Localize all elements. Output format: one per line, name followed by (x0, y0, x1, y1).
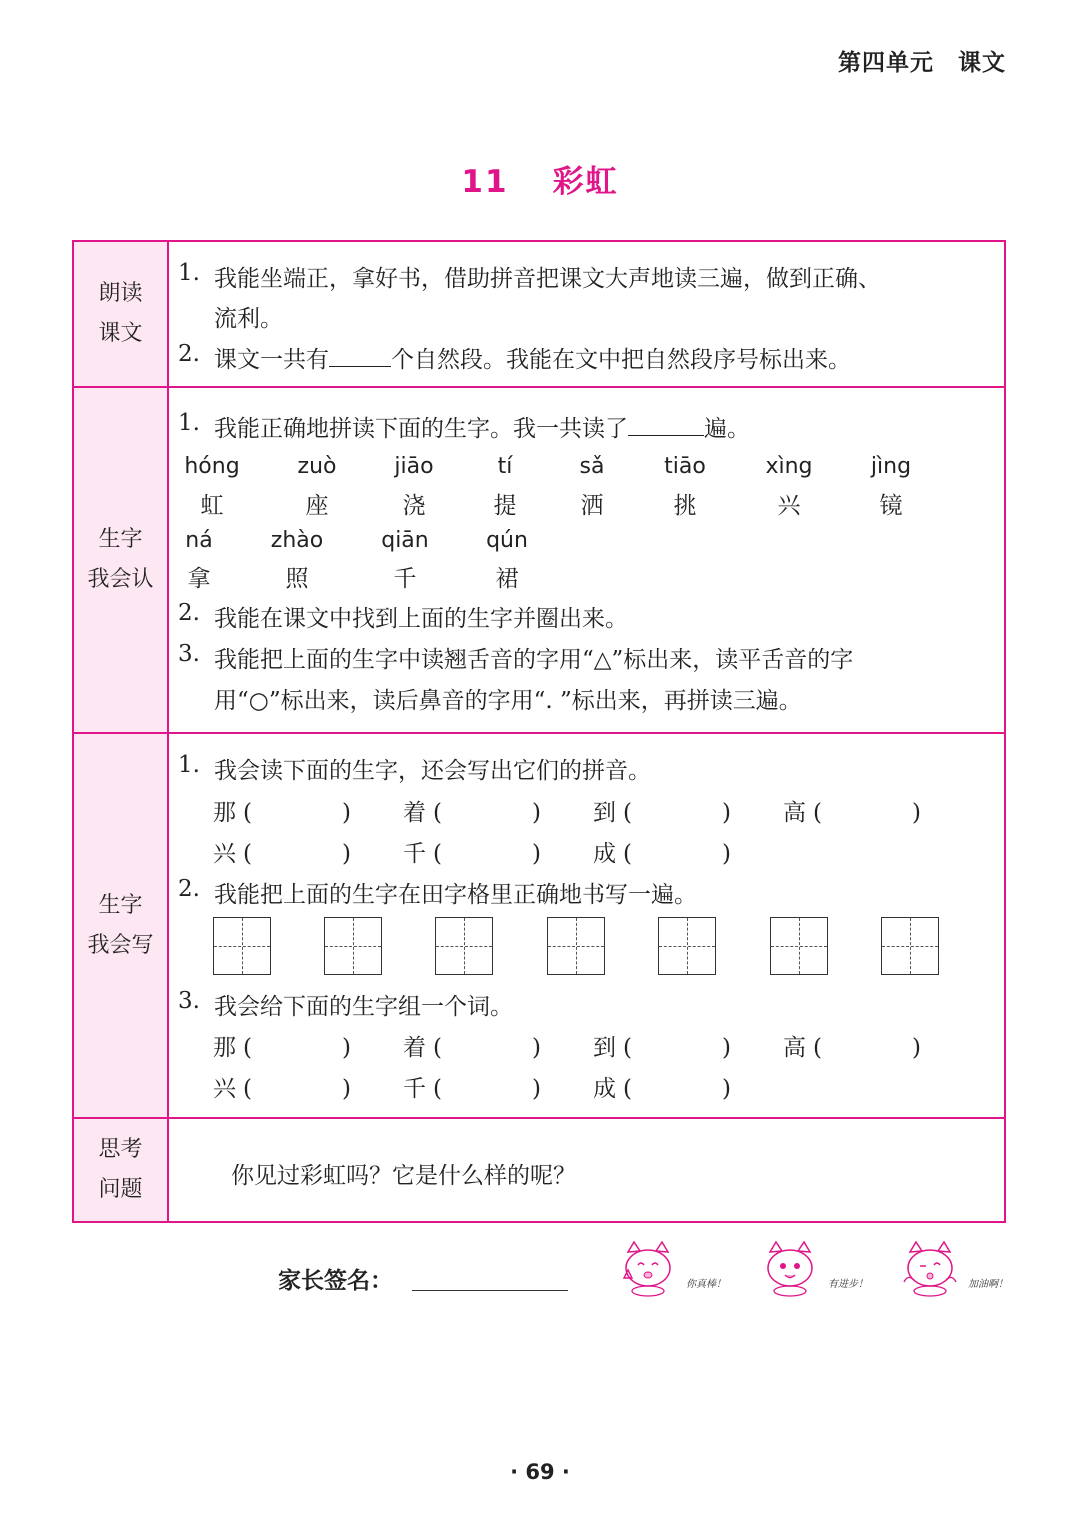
tianzige-box[interactable] (213, 917, 271, 975)
pinyin: hóng (184, 454, 240, 479)
label-text: 生字 (98, 527, 143, 552)
section-recognize (74, 388, 1004, 734)
label-text: 我会写 (87, 932, 154, 958)
hanzi: 座 (305, 493, 329, 519)
hanzi: 兴 (777, 493, 801, 519)
worksheet-table (72, 240, 1006, 1223)
section-label (74, 388, 169, 732)
item-text: 我能正确地拼读下面的生字。我一共读了 遍。 (214, 410, 750, 443)
word-fill-item[interactable]: 到 ( ) (593, 1035, 731, 1061)
item-number: 1. (178, 752, 200, 778)
tianzige-box[interactable] (881, 917, 939, 975)
pinyin: sǎ (579, 454, 605, 479)
sticker-caption: 加油啊！ (968, 1279, 1008, 1290)
pinyin-fill-item[interactable]: 着 ( ) (403, 800, 541, 826)
tianzige-box[interactable] (658, 917, 716, 975)
lesson-name: 彩虹 (552, 164, 619, 200)
pinyin: jìng (870, 454, 912, 479)
tianzige-box[interactable] (770, 917, 828, 975)
item-text: 我会读下面的生字，还会写出它们的拼音。 (214, 758, 651, 784)
label-text: 朗读 (98, 281, 143, 306)
tianzige-box[interactable] (435, 917, 493, 975)
section-label (74, 1119, 169, 1221)
label-text: 问题 (98, 1177, 143, 1202)
word-fill-item[interactable]: 千 ( ) (403, 1076, 541, 1102)
hanzi: 浇 (402, 493, 426, 519)
think-question: 你见过彩虹吗？它是什么样的呢？ (231, 1163, 576, 1189)
item-text: 流利。 (214, 306, 283, 332)
section-reading (74, 242, 1004, 388)
unit-header: 第四单元 课文 (838, 50, 1006, 76)
hanzi: 镜 (879, 493, 903, 519)
label-text: 课文 (98, 321, 143, 346)
word-fill-item[interactable]: 那 ( ) (213, 1035, 351, 1061)
pinyin: tiāo (664, 454, 706, 479)
section-write (74, 734, 1004, 1119)
sticker-great[interactable] (616, 1238, 726, 1300)
pinyin: zhào (270, 528, 324, 553)
parent-signature-label: 家长签名： (278, 1268, 393, 1294)
hanzi: 裙 (495, 566, 519, 592)
pinyin: qiān (381, 528, 429, 553)
label-text: 思考 (98, 1137, 143, 1162)
pinyin-fill-item[interactable]: 成 ( ) (593, 841, 731, 867)
item-number: 2. (178, 341, 200, 367)
hanzi: 拿 (187, 566, 211, 592)
hanzi: 挑 (673, 493, 697, 519)
item-text: 课文一共有 个自然段。我能在文中把自然段序号标出来。 (214, 341, 851, 374)
sticker-caption: 你真棒！ (686, 1279, 726, 1290)
item-number: 3. (178, 641, 200, 667)
item-text: 我能把上面的生字在田字格里正确地书写一遍。 (214, 882, 697, 908)
pinyin-fill-item[interactable]: 高 ( ) (783, 800, 921, 826)
section-content (169, 1119, 1004, 1221)
pinyin: qún (486, 528, 528, 553)
item-number: 1. (178, 410, 200, 436)
word-fill-item[interactable]: 高 ( ) (783, 1035, 921, 1061)
cat-thumbs-up-icon (616, 1238, 686, 1298)
section-label (74, 242, 169, 386)
label-text: 我会认 (87, 567, 154, 592)
item-text: 我能在课文中找到上面的生字并圈出来。 (214, 606, 628, 632)
item-text: 用“○”标出来，读后鼻音的字用“. ”标出来，再拼读三遍。 (214, 688, 802, 714)
word-fill-item[interactable]: 兴 ( ) (213, 1076, 351, 1102)
sticker-cheer[interactable] (898, 1238, 1008, 1300)
item-number: 1. (178, 260, 200, 286)
pinyin-fill-item[interactable]: 兴 ( ) (213, 841, 351, 867)
pinyin: xìng (765, 454, 813, 479)
cat-cheer-icon (898, 1238, 968, 1298)
paragraph-count-blank[interactable] (329, 344, 391, 367)
hanzi: 洒 (580, 493, 604, 519)
label-text: 生字 (98, 892, 143, 918)
tianzige-box[interactable] (324, 917, 382, 975)
read-count-blank[interactable] (628, 413, 704, 436)
tianzige-box[interactable] (547, 917, 605, 975)
section-content (169, 388, 1004, 732)
item-number: 2. (178, 600, 200, 626)
lesson-title (0, 156, 1080, 201)
section-content (169, 734, 1004, 1117)
word-fill-item[interactable]: 成 ( ) (593, 1076, 731, 1102)
pinyin: jiāo (394, 454, 434, 479)
pinyin-fill-item[interactable]: 千 ( ) (403, 841, 541, 867)
pinyin-fill-item[interactable]: 那 ( ) (213, 800, 351, 826)
pinyin-fill-item[interactable]: 到 ( ) (593, 800, 731, 826)
item-text: 我能坐端正，拿好书，借助拼音把课文大声地读三遍，做到正确、 (214, 266, 881, 292)
word-fill-item[interactable]: 着 ( ) (403, 1035, 541, 1061)
item-text: 我能把上面的生字中读翘舌音的字用“△”标出来，读平舌音的字 (214, 647, 854, 673)
pinyin: zuò (297, 454, 337, 479)
pinyin: tí (497, 454, 513, 479)
pinyin: ná (185, 528, 213, 553)
hanzi: 虹 (200, 493, 224, 519)
hanzi: 千 (393, 566, 417, 592)
item-text: 我会给下面的生字组一个词。 (214, 994, 513, 1020)
item-number: 2. (178, 876, 200, 902)
sticker-progress[interactable] (758, 1238, 868, 1300)
lesson-number: 11 (461, 164, 509, 200)
section-label (74, 734, 169, 1117)
item-number: 3. (178, 988, 200, 1014)
sticker-caption: 有进步！ (828, 1279, 868, 1290)
page-number: · 69 · (510, 1460, 570, 1484)
section-think (74, 1119, 1004, 1221)
hanzi: 照 (285, 566, 309, 592)
section-content (169, 242, 1004, 386)
hanzi: 提 (493, 493, 517, 519)
cat-smile-icon (758, 1238, 828, 1298)
parent-signature-field[interactable] (412, 1290, 568, 1291)
